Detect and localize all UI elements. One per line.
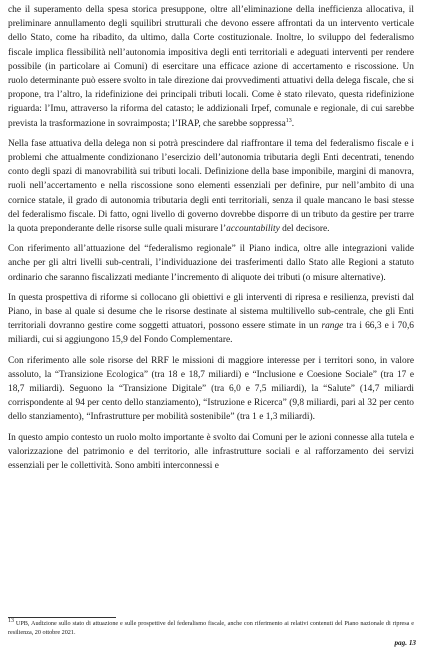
footnote-number: 13 (8, 617, 14, 624)
footnote-divider (8, 617, 116, 618)
paragraph-2-text: Nella fase attuativa della delega non si potrà prescindere dal riaffrontare il tema del federalismo fiscale e i problemi che attualmente condizionano l’esercizio dell’autonomia tributaria degli Enti decentrati, tenendo conto degli spazi di manovrabilità sui tributi locali. Definizione della base imponibile, margini di manovra, ruoli nell’accertamento e nella riscossione sono elementi essenziali per definire, pur nell’ambito di una cornice statale, il grado di autonomia tributaria degli enti territoriali, senza il quale mancano le basi stesse del federalismo fiscale. Di fatto, ogni livello di governo dovrebbe disporre di un tributo da gestire per trarre la quota preponderante delle risorse sulle quali misurare l’ (8, 138, 414, 235)
body-text (8, 3, 414, 479)
paragraph-1-text: che il superamento della spesa storica presuppone, oltre all’eliminazione della inefficienza allocativa, il preliminare annullamento degli squilibri strutturali che devono essere affrontati da un intervento verticale dello Stato, come ha ribadito, da ultimo, dalla Corte costituzionale. Inoltre, lo sviluppo del federalismo fiscale implica flessibilità nell’autonomia impositiva degli enti territoriali e adeguati interventi per rendere possibile (in particolare ai Comuni) di esercitare una efficace azione di accertamento e riscossione. Un ruolo determinante può essere svolto in tale direzione dai provvedimenti attuativi della delega fiscale, che si propone, tra l’altro, la ridefinizione dei principali tributi locali. Come è stato rilevato, questa ridefinizione riguarda: l’Imu, attraverso la riforma del catasto; le addizionali Irpef, comunale e regionale, di cui sarebbe prevista la trasformazione in sovraimposta; l’IRAP, che sarebbe soppressa (8, 5, 414, 129)
paragraph-2-text-end: del decisore. (279, 224, 330, 235)
paragraph-1-tail: . (291, 118, 295, 129)
paragraph-4-text: In questa prospettiva di riforme si collocano gli obiettivi e gli interventi di ripresa e resilienza, previsti dal Piano, in base al quale si desume che le risorse destinate al sistema multilivello sub-centrale, che gli Enti territoriali dovranno gestire come soggetti attuatori, possono essere stimate in un (8, 292, 414, 332)
paragraph-4-italic-term: range (321, 321, 344, 332)
page-number: pag. 13 (394, 639, 416, 647)
paragraph-1 (8, 3, 414, 131)
footnote (8, 617, 415, 637)
paragraph-3-text: Con riferimento all’attuazione del “federalismo regionale” il Piano indica, oltre alle integrazioni valide anche per gli altri livelli sub-centrali, l’individuazione dei trasferimenti dallo Stato alle Regioni a statuto ordinario che saranno fiscalizzati mediante l’incremento di aliquote dei tributi (o misure alternative). (8, 244, 414, 283)
footnote-text: UPB, Audizione sullo stato di attuazione e sulle prospettive del federalismo fiscale, anche con riferimento ai relativi contenuti del Piano nazionale di ripresa e resilienza, 20 ottobre 2021. (8, 620, 415, 636)
paragraph-4-text-end: tra i 66,3 e i 70,6 miliardi, cui si aggiungono 15,9 del Fondo Complementare. (8, 321, 414, 346)
paragraph-3 (8, 242, 414, 285)
paragraph-6-text: In questo ampio contesto un ruolo molto importante è svolto dai Comuni per le azioni connesse alla tutela e valorizzazione del patrimonio e del territorio, alle infrastrutture sociali e al rafforzamento dei servizi essenziali per le collettività. Sono ambiti interconnessi e (8, 432, 414, 472)
paragraph-5 (8, 354, 414, 425)
paragraph-4 (8, 291, 414, 348)
paragraph-6 (8, 431, 414, 474)
paragraph-2 (8, 137, 414, 236)
paragraph-5-text: Con riferimento alle sole risorse del RRF le missioni di maggiore interesse per i territori sono, in valore assoluto, la “Transizione Ecologica” (tra 18 e 18,7 miliardi) e “Inclusione e Coesione Sociale” (tra 17 e 18,7 miliardi). Seguono la “Transizione Digitale” (tra 6,0 e 7,5 miliardi), la “Salute” (14,7 miliardi corrispondente al 94 per cento dello stanziamento), “Istruzione e Ricerca” (9,8 miliardi, pari al 32 per cento dello stanziamento), “Infrastrutture per mobilità sostenibile” (tra 1 e 1,3 miliardi). (8, 355, 414, 423)
paragraph-2-italic-term: accountability (226, 224, 280, 235)
footnote-reference[interactable]: 13 (285, 117, 292, 124)
